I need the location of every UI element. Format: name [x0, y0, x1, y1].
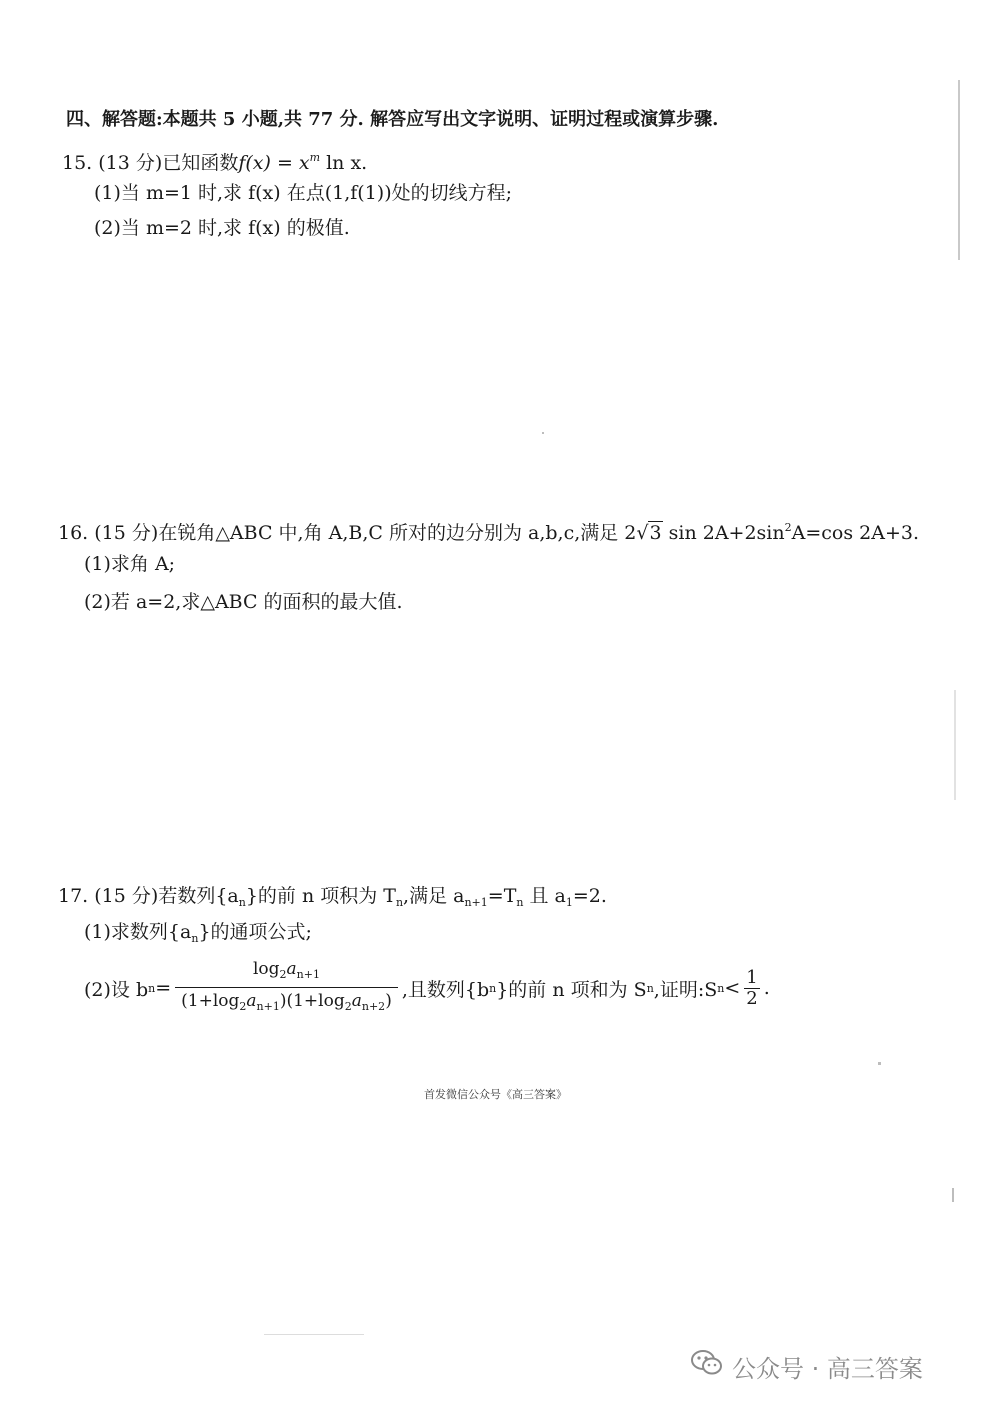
one-half-fraction: $\frac{1}{2}$: [746, 966, 758, 1009]
question-17-stem: 17. (15 分)若数列$\{a_n\}$的前 n 项积为 $T_n$,满足 $a_{n+1}=T_n$ 且 $a_1=2$.: [58, 885, 607, 909]
scan-speck: [878, 1062, 881, 1065]
question-17-part-1: (1)求数列$\{a_n\}$的通项公式;: [84, 921, 312, 945]
b-n-fraction: [175, 958, 398, 1018]
question-number: 17.: [58, 885, 89, 907]
scan-edge: [954, 690, 956, 800]
footer-note: 首发微信公众号《高三答案》: [424, 1088, 567, 1101]
question-16-stem: 16. (15 分)在锐角△ABC 中,角 A,B,C 所对的边分别为 a,b,c,满足 2√3 $\sin 2A+2\sin^2A=\cos$ 2A+3.: [58, 521, 919, 544]
question-16-part-1: (1)求角 A;: [84, 553, 176, 575]
question-number: 15.: [62, 152, 93, 174]
sqrt-sign: √: [636, 522, 649, 544]
question-score: (15 分): [94, 522, 159, 544]
scan-edge: [958, 80, 960, 260]
scan-speck: [952, 1188, 954, 1202]
question-score: (13 分): [98, 152, 163, 174]
question-15-stem: 15. (13 分)已知函数$f(x) = x^m$ ln x.: [62, 151, 368, 174]
question-17-part-2: (2)设 b n = $\frac{\log_2a_{n+1}}{(1+\log_2a_{n+1})(1+\log_2a_{n+2})}$ ,且数列{b n }的前 n 项和为 S n ,证明:S n < $\frac{1}{2}$ .: [84, 958, 770, 1018]
question-16-part-2: (2)若 a=2,求△ABC 的面积的最大值.: [84, 591, 403, 613]
fraction-denominator: $(1+\log_2a_{n+1})(1+\log_2a_{n+2})$: [175, 987, 398, 1018]
scan-speck: [542, 432, 544, 434]
watermark-text: 公众号 · 高三答案: [732, 1354, 923, 1383]
scan-speck: [264, 1334, 364, 1335]
fraction-numerator: $\log_2a_{n+1}$: [252, 959, 320, 981]
section-heading: 四、解答题:本题共 5 小题,共 77 分. 解答应写出文字说明、证明过程或演算步骤.: [66, 109, 719, 130]
watermark: [690, 1348, 923, 1384]
wechat-icon: [690, 1348, 724, 1384]
question-15-part-2: (2)当 m=2 时,求 f(x) 的极值.: [94, 217, 350, 239]
question-number: 16.: [58, 522, 89, 544]
question-score: (15 分): [94, 885, 159, 907]
question-15-part-1: (1)当 m=1 时,求 f(x) 在点(1,f(1))处的切线方程;: [94, 182, 513, 204]
